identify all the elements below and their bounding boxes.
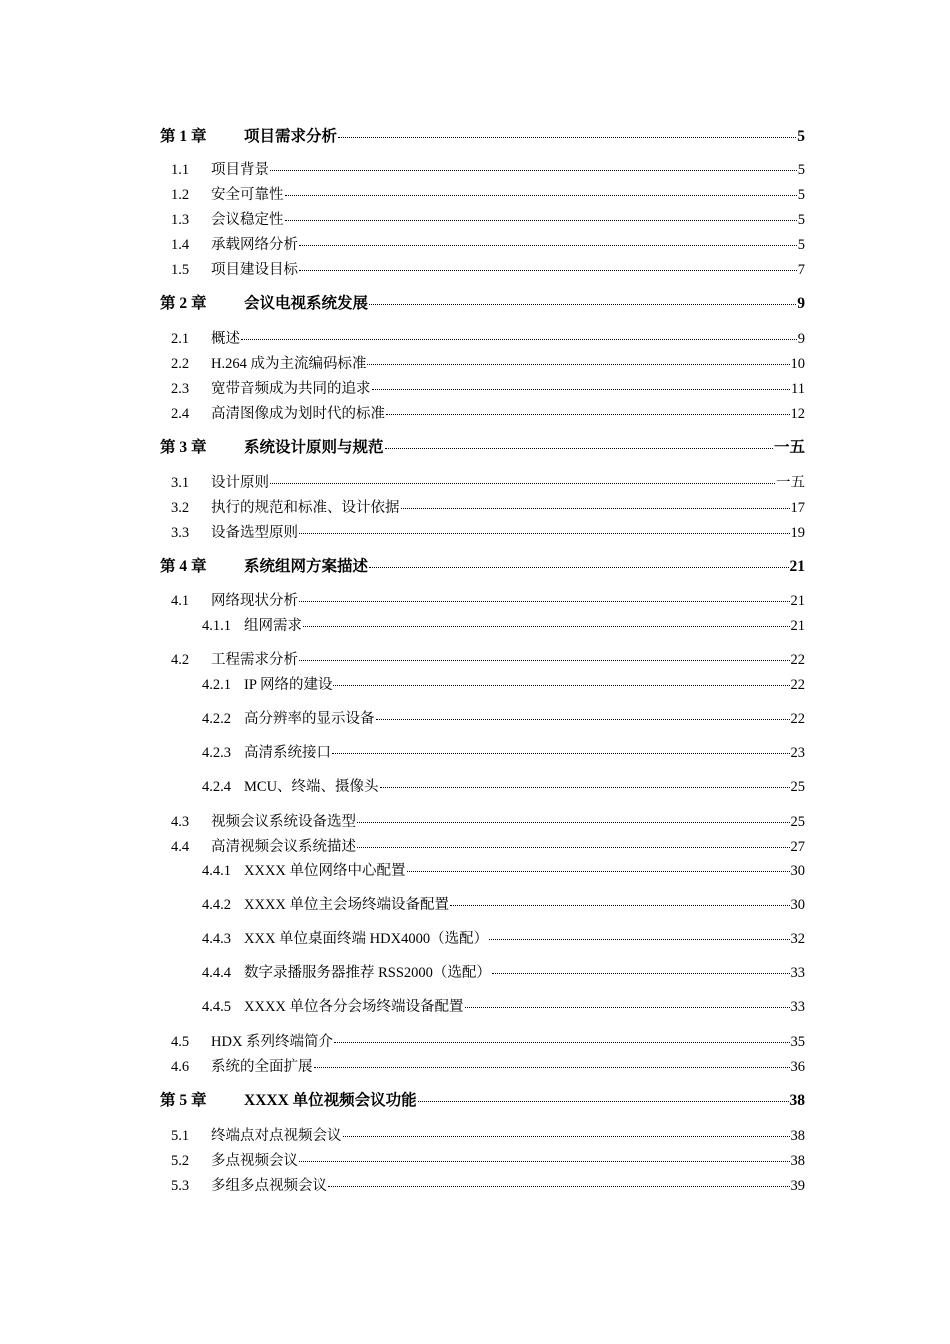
toc-section-entry[interactable] (171, 355, 805, 373)
toc-entry-page-number: 32 (790, 931, 805, 947)
toc-entry-number: 4.2.1 (202, 677, 231, 693)
toc-dot-leader (334, 1041, 789, 1043)
toc-entry-page-number: 一五 (773, 439, 805, 456)
toc-entry-title: 高分辨率的显示设备 (244, 711, 375, 727)
toc-section-entry[interactable] (202, 896, 805, 914)
toc-dot-leader (367, 363, 789, 365)
toc-entry-number: 4.4.4 (202, 965, 231, 981)
toc-section-entry[interactable] (171, 330, 805, 348)
toc-section-entry[interactable] (202, 676, 805, 694)
toc-section-entry[interactable] (171, 651, 805, 669)
toc-dot-leader (372, 388, 791, 390)
toc-dot-leader (450, 904, 789, 906)
toc-section-entry[interactable] (171, 186, 805, 204)
toc-entry-page-number: 36 (790, 1059, 805, 1075)
toc-entry-page-number: 22 (790, 677, 805, 693)
toc-dot-leader (357, 846, 790, 848)
toc-entry-number: 4.3 (171, 814, 190, 830)
toc-entry-title: 数字录播服务器推荐 RSS2000（选配） (244, 965, 491, 981)
toc-section-entry[interactable] (202, 964, 805, 982)
toc-entry-page-number: 25 (790, 814, 805, 830)
toc-entry-title: 视频会议系统设备选型 (211, 814, 356, 830)
toc-entry-page-number: 5 (797, 212, 805, 228)
toc-dot-leader (314, 1066, 790, 1068)
toc-entry-title: 承载网络分析 (211, 237, 298, 253)
toc-entry-number: 4.4 (171, 839, 190, 855)
toc-section-entry[interactable] (171, 474, 805, 492)
toc-entry-page-number: 17 (790, 500, 805, 516)
toc-section-entry[interactable] (202, 930, 805, 948)
toc-section-entry[interactable] (202, 778, 805, 796)
toc-entry-number: 4.4.1 (202, 863, 231, 879)
toc-dot-leader (386, 413, 790, 415)
toc-entry-number: 第 2 章 (160, 295, 207, 312)
toc-entry-title: 会议电视系统发展 (244, 295, 369, 312)
toc-dot-leader (369, 566, 788, 568)
toc-dot-leader (376, 718, 790, 720)
toc-dot-leader (465, 1006, 790, 1008)
toc-entry-title: 终端点对点视频会议 (211, 1128, 342, 1144)
toc-dot-leader (333, 684, 789, 686)
toc-entry-page-number: 5 (797, 128, 805, 145)
toc-entry-page-number: 25 (790, 779, 805, 795)
toc-dot-leader (299, 659, 790, 661)
toc-entry-page-number: 22 (790, 711, 805, 727)
toc-entry-number: 4.5 (171, 1034, 190, 1050)
toc-dot-leader (343, 1135, 790, 1137)
toc-section-entry[interactable] (171, 499, 805, 517)
toc-dot-leader (401, 507, 790, 509)
toc-dot-leader (270, 169, 797, 171)
toc-section-entry[interactable] (171, 1177, 805, 1195)
toc-entry-number: 5.3 (171, 1178, 190, 1194)
toc-entry-page-number: 33 (790, 999, 805, 1015)
toc-dot-leader (299, 244, 797, 246)
toc-entry-page-number: 38 (790, 1153, 805, 1169)
toc-entry-page-number: 7 (797, 262, 805, 278)
toc-section-entry[interactable] (171, 161, 805, 179)
toc-entry-page-number: 12 (790, 406, 805, 422)
toc-entry-title: XXX 单位桌面终端 HDX4000（选配） (244, 931, 489, 947)
toc-entry-number: 5.1 (171, 1128, 190, 1144)
toc-entry-page-number: 21 (789, 558, 805, 575)
toc-chapter-entry[interactable] (160, 1092, 805, 1110)
toc-entry-number: 4.1.1 (202, 618, 231, 634)
toc-dot-leader (369, 303, 796, 305)
toc-entry-number: 2.4 (171, 406, 190, 422)
toc-entry-number: 4.2.3 (202, 745, 231, 761)
toc-dot-leader (492, 972, 790, 974)
toc-entry-number: 3.3 (171, 525, 190, 541)
toc-dot-leader (338, 136, 796, 138)
toc-entry-number: 1.5 (171, 262, 190, 278)
toc-section-entry[interactable] (171, 236, 805, 254)
toc-section-entry[interactable] (202, 744, 805, 762)
toc-entry-title: 项目建设目标 (211, 262, 298, 278)
toc-entry-title: IP 网络的建设 (244, 677, 333, 693)
toc-section-entry[interactable] (202, 862, 805, 880)
toc-entry-title: XXXX 单位视频会议功能 (244, 1092, 417, 1109)
toc-dot-leader (299, 532, 790, 534)
toc-entry-title: XXXX 单位主会场终端设备配置 (244, 897, 450, 913)
toc-section-entry[interactable] (171, 380, 805, 398)
toc-entry-title: 设计原则 (211, 475, 269, 491)
toc-dot-leader (357, 821, 790, 823)
toc-chapter-entry[interactable] (160, 439, 805, 457)
toc-entry-title: XXXX 单位网络中心配置 (244, 863, 406, 879)
toc-entry-title: 安全可靠性 (211, 187, 284, 203)
toc-entry-page-number: 9 (797, 331, 805, 347)
toc-entry-number: 4.2.2 (202, 711, 231, 727)
toc-entry-number: 1.2 (171, 187, 190, 203)
toc-entry-number: 4.2.4 (202, 779, 231, 795)
toc-entry-title: 多点视频会议 (211, 1153, 298, 1169)
toc-entry-number: 5.2 (171, 1153, 190, 1169)
toc-entry-page-number: 5 (797, 187, 805, 203)
toc-entry-number: 第 1 章 (160, 128, 207, 145)
toc-dot-leader (299, 1160, 790, 1162)
toc-dot-leader (241, 338, 797, 340)
toc-dot-leader (380, 786, 790, 788)
toc-dot-leader (385, 447, 773, 449)
toc-entry-title: 执行的规范和标准、设计依据 (211, 500, 400, 516)
toc-entry-title: 网络现状分析 (211, 593, 298, 609)
toc-dot-leader (285, 194, 797, 196)
toc-dot-leader (407, 870, 790, 872)
toc-entry-title: 宽带音频成为共同的追求 (211, 381, 371, 397)
toc-entry-page-number: 5 (797, 162, 805, 178)
toc-dot-leader (303, 625, 790, 627)
toc-section-entry[interactable] (171, 524, 805, 542)
toc-entry-page-number: 30 (790, 863, 805, 879)
toc-entry-title: H.264 成为主流编码标准 (211, 356, 367, 372)
toc-entry-number: 1.1 (171, 162, 190, 178)
toc-entry-number: 第 5 章 (160, 1092, 207, 1109)
toc-dot-leader (299, 600, 790, 602)
toc-dot-leader (299, 269, 797, 271)
toc-chapter-entry[interactable] (160, 295, 805, 313)
toc-entry-page-number: 39 (790, 1178, 805, 1194)
toc-entry-title: 高清图像成为划时代的标准 (211, 406, 385, 422)
toc-entry-title: 项目需求分析 (244, 128, 338, 145)
toc-entry-page-number: 35 (790, 1034, 805, 1050)
toc-dot-leader (332, 752, 790, 754)
toc-entry-page-number: 21 (790, 618, 805, 634)
toc-entry-page-number: 30 (790, 897, 805, 913)
toc-section-entry[interactable] (171, 405, 805, 423)
toc-entry-number: 4.4.3 (202, 931, 231, 947)
toc-entry-page-number: 9 (797, 295, 805, 312)
toc-entry-page-number: 33 (790, 965, 805, 981)
toc-entry-number: 第 4 章 (160, 558, 207, 575)
toc-dot-leader (285, 219, 797, 221)
toc-chapter-entry[interactable] (160, 558, 805, 576)
toc-entry-title: 高清系统接口 (244, 745, 331, 761)
toc-section-entry[interactable] (171, 211, 805, 229)
toc-entry-page-number: 38 (790, 1128, 805, 1144)
toc-entry-title: XXXX 单位各分会场终端设备配置 (244, 999, 464, 1015)
toc-section-entry[interactable] (171, 1127, 805, 1145)
toc-entry-page-number: 27 (790, 839, 805, 855)
toc-entry-title: 会议稳定性 (211, 212, 284, 228)
toc-entry-title: 多组多点视频会议 (211, 1178, 327, 1194)
toc-entry-title: MCU、终端、摄像头 (244, 779, 379, 795)
toc-entry-number: 4.2 (171, 652, 190, 668)
toc-dot-leader (489, 938, 789, 940)
toc-entry-number: 2.3 (171, 381, 190, 397)
toc-entry-page-number: 22 (790, 652, 805, 668)
toc-entry-number: 3.2 (171, 500, 190, 516)
toc-entry-number: 1.3 (171, 212, 190, 228)
toc-entry-page-number: 38 (789, 1092, 805, 1109)
toc-section-entry[interactable] (171, 813, 805, 831)
toc-dot-leader (418, 1100, 789, 1102)
toc-entry-number: 第 3 章 (160, 439, 207, 456)
toc-entry-page-number: 19 (790, 525, 805, 541)
toc-entry-title: 高清视频会议系统描述 (211, 839, 356, 855)
toc-section-entry[interactable] (202, 617, 805, 635)
toc-entry-title: 设备选型原则 (211, 525, 298, 541)
toc-entry-number: 4.4.5 (202, 999, 231, 1015)
toc-entry-page-number: 一五 (776, 475, 805, 491)
toc-dot-leader (270, 482, 775, 484)
toc-entry-number: 4.1 (171, 593, 190, 609)
toc-entry-page-number: 21 (790, 593, 805, 609)
toc-entry-number: 3.1 (171, 475, 190, 491)
toc-entry-number: 4.4.2 (202, 897, 231, 913)
toc-chapter-entry[interactable] (160, 128, 805, 146)
toc-dot-leader (328, 1185, 790, 1187)
toc-entry-title: 项目背景 (211, 162, 269, 178)
toc-section-entry[interactable] (171, 1152, 805, 1170)
toc-section-entry[interactable] (171, 838, 805, 856)
toc-entry-page-number: 5 (797, 237, 805, 253)
toc-entry-number: 2.2 (171, 356, 190, 372)
toc-section-entry[interactable] (171, 592, 805, 610)
toc-entry-title: 概述 (211, 331, 240, 347)
toc-entry-title: 组网需求 (244, 618, 302, 634)
toc-section-entry[interactable] (171, 261, 805, 279)
toc-entry-title: 系统组网方案描述 (244, 558, 369, 575)
toc-entry-number: 1.4 (171, 237, 190, 253)
toc-entry-page-number: 10 (790, 356, 805, 372)
toc-section-entry[interactable] (171, 1033, 805, 1051)
toc-entry-page-number: 23 (790, 745, 805, 761)
toc-section-entry[interactable] (202, 710, 805, 728)
toc-entry-number: 4.6 (171, 1059, 190, 1075)
toc-entry-title: 工程需求分析 (211, 652, 298, 668)
toc-section-entry[interactable] (202, 998, 805, 1016)
toc-entry-title: 系统的全面扩展 (211, 1059, 313, 1075)
toc-entry-title: 系统设计原则与规范 (244, 439, 384, 456)
toc-section-entry[interactable] (171, 1058, 805, 1076)
toc-entry-title: HDX 系列终端简介 (211, 1034, 334, 1050)
toc-entry-number: 2.1 (171, 331, 190, 347)
toc-entry-page-number: 11 (791, 381, 805, 397)
